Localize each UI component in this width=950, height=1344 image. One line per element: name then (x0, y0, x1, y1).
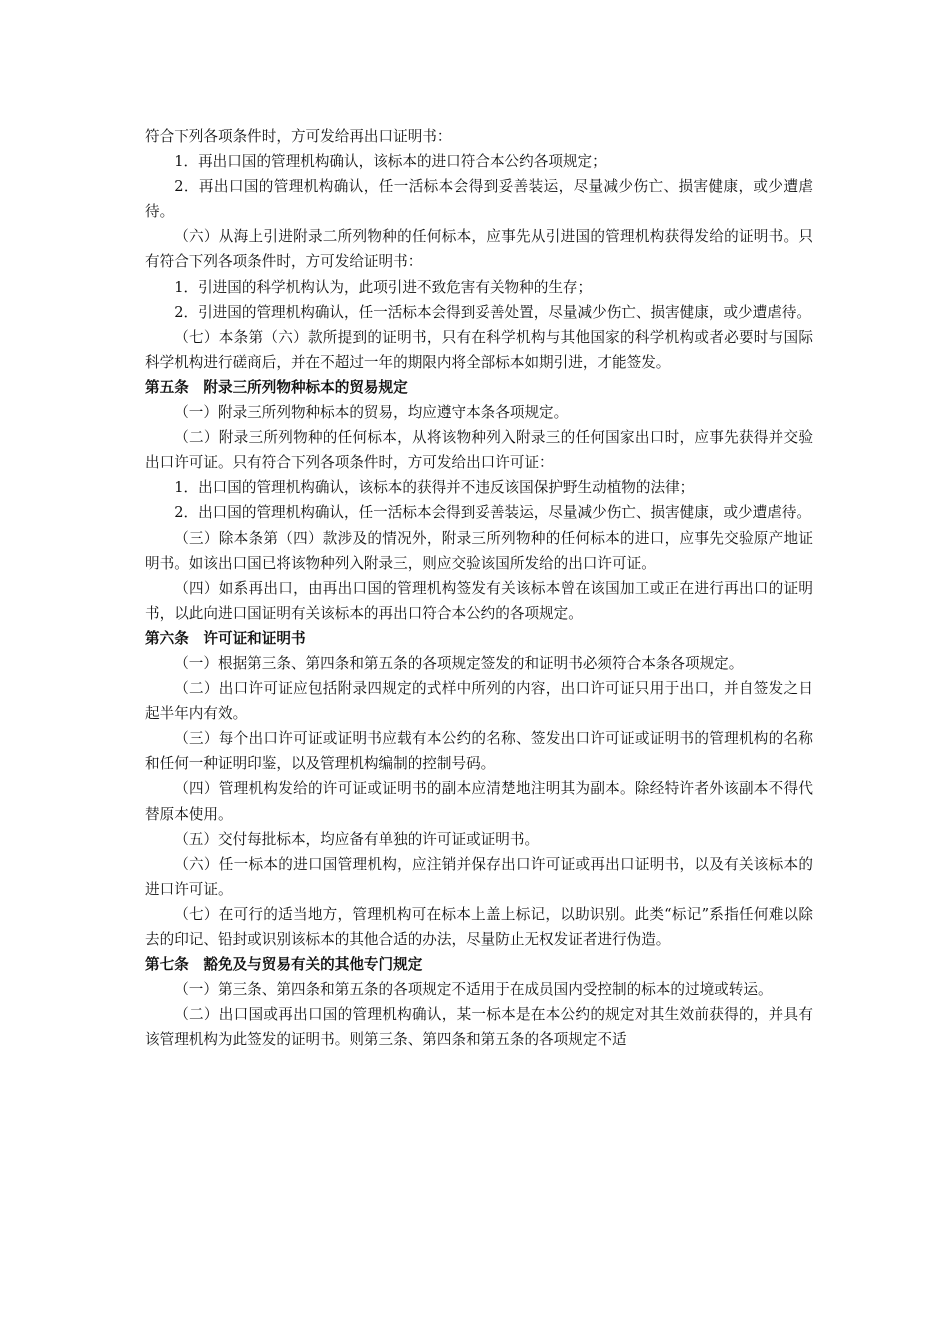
list-item: 2．出口国的管理机构确认，任一活标本会得到妥善装运，尽量减少伤亡、损害健康，或少遭虐待。 (174, 504, 812, 522)
paragraph: （二）出口国或再出口国的管理机构确认，某一标本是在本公约的规定对其生效前获得的，并具有该管理机构为此签发的证明书。则第三条、第四条和第五条的各项规定不适 (145, 1006, 813, 1049)
paragraph: （二）附录三所列物种的任何标本，从将该物种列入附录三的任何国家出口时，应事先获得并交验出口许可证。只有符合下列各项条件时，方可发给出口许可证： (145, 429, 813, 472)
document-page (145, 124, 813, 1052)
paragraph: （一）附录三所列物种标本的贸易，均应遵守本条各项规定。 (174, 404, 569, 422)
list-item: 1．出口国的管理机构确认，该标本的获得并不违反该国保护野生动植物的法律； (174, 479, 695, 497)
paragraph: （七）在可行的适当地方，管理机构可在标本上盖上标记，以助识别。此类“标记”系指任何难以除去的印记、铅封或识别该标本的其他合适的办法，尽量防止无权发证者进行伪造。 (145, 905, 813, 948)
paragraph: （一）根据第三条、第四条和第五条的各项规定签发的和证明书必须符合本条各项规定。 (174, 654, 744, 672)
paragraph: （一）第三条、第四条和第五条的各项规定不适用于在成员国内受控制的标本的过境或转运。 (174, 981, 773, 999)
list-item: 1．再出口国的管理机构确认，该标本的进口符合本公约各项规定； (174, 153, 607, 171)
article-heading: 第六条 许可证和证明书 (145, 629, 306, 647)
article-heading: 第七条 豁免及与贸易有关的其他专门规定 (145, 956, 423, 974)
article-heading: 第五条 附录三所列物种标本的贸易规定 (145, 378, 408, 396)
paragraph: 符合下列各项条件时，方可发给再出口证明书： (145, 128, 452, 145)
paragraph: （四）如系再出口，由再出口国的管理机构签发有关该标本曾在该国加工或正在进行再出口的证明书，以此向进口国证明有关该标本的再出口符合本公约的各项规定。 (145, 579, 813, 622)
paragraph: （三）每个出口许可证或证明书应载有本公约的名称、签发出口许可证或证明书的管理机构的名称和任何一种证明印鉴，以及管理机构编制的控制号码。 (145, 730, 813, 773)
paragraph: （三）除本条第（四）款涉及的情况外，附录三所列物种的任何标本的进口，应事先交验原产地证明书。如该出口国已将该物种列入附录三，则应交验该国所发给的出口许可证。 (145, 529, 813, 572)
list-item: 2．再出口国的管理机构确认，任一活标本会得到妥善装运，尽量减少伤亡、损害健康，或少遭虐待。 (145, 178, 813, 221)
paragraph: （六）从海上引进附录二所列物种的任何标本，应事先从引进国的管理机构获得发给的证明书。只有符合下列各项条件时，方可发给证明书： (145, 228, 813, 271)
list-item: 2．引进国的管理机构确认，任一活标本会得到妥善处置，尽量减少伤亡、损害健康，或少遭虐待。 (174, 303, 812, 321)
paragraph: （七）本条第（六）款所提到的证明书，只有在科学机构与其他国家的科学机构或者必要时与国际科学机构进行磋商后，并在不超过一年的期限内将全部标本如期引进，才能签发。 (145, 328, 813, 371)
paragraph: （六）任一标本的进口国管理机构，应注销并保存出口许可证或再出口证明书，以及有关该标本的进口许可证。 (145, 855, 813, 898)
paragraph: （五）交付每批标本，均应备有单独的许可证或证明书。 (174, 830, 540, 848)
paragraph: （四）管理机构发给的许可证或证明书的副本应清楚地注明其为副本。除经特许者外该副本不得代替原本使用。 (145, 780, 813, 823)
list-item: 1．引进国的科学机构认为，此项引进不致危害有关物种的生存； (174, 278, 593, 296)
paragraph: （二）出口许可证应包括附录四规定的式样中所列的内容，出口许可证只用于出口，并自签发之日起半年内有效。 (145, 680, 813, 723)
